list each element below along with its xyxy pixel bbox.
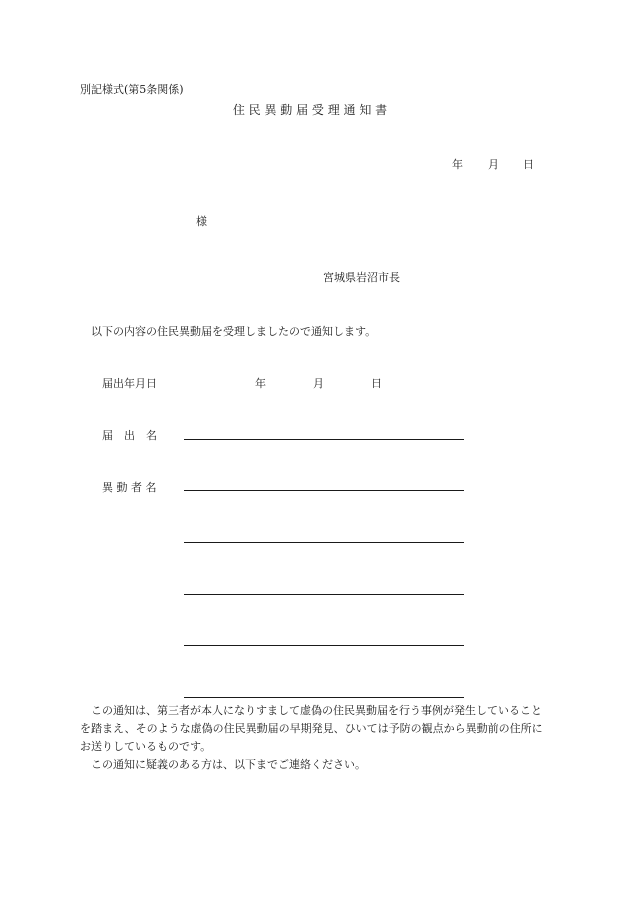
filing-date-year: 年: [255, 377, 266, 390]
issuer-name: 宮城県岩沼市長: [323, 271, 400, 284]
filing-date-month: 月: [313, 377, 324, 390]
mover-name-line: [184, 490, 464, 491]
intro-text: 以下の内容の住民異動届を受理しましたので通知します。: [91, 325, 377, 338]
document-title-text: 住 民 異 動 届 受 理 通 知 書: [232, 103, 388, 117]
filer-name-line: [184, 439, 464, 440]
mover-name-line: [184, 645, 464, 646]
mover-name-line: [184, 542, 464, 543]
notice-paragraph: この通知に疑義のある方は、以下までご連絡ください。: [91, 758, 366, 771]
document-title: [0, 101, 630, 118]
mover-name-line: [184, 594, 464, 595]
issue-date-year: 年: [452, 158, 463, 171]
format-label: 別記様式(第5条関係): [80, 83, 184, 96]
issue-date-month: 月: [488, 158, 499, 171]
issue-date-day: 日: [523, 158, 534, 171]
filer-label: 届 出 名: [102, 429, 157, 442]
mover-name-line: [184, 697, 464, 698]
notice-text: [80, 702, 550, 774]
notice-paragraph: この通知は、第三者が本人になりすまして虚偽の住民異動届を行う事例が発生していることを踏まえ、そのような虚偽の住民異動届の早期発見、ひいては予防の観点から異動前の住所にお送りしているものです。: [80, 704, 543, 753]
filing-date-day: 日: [371, 377, 382, 390]
addressee-suffix: 様: [196, 215, 207, 228]
filing-date-label: 届出年月日: [102, 377, 157, 390]
movers-label: 異 動 者 名: [102, 481, 157, 494]
